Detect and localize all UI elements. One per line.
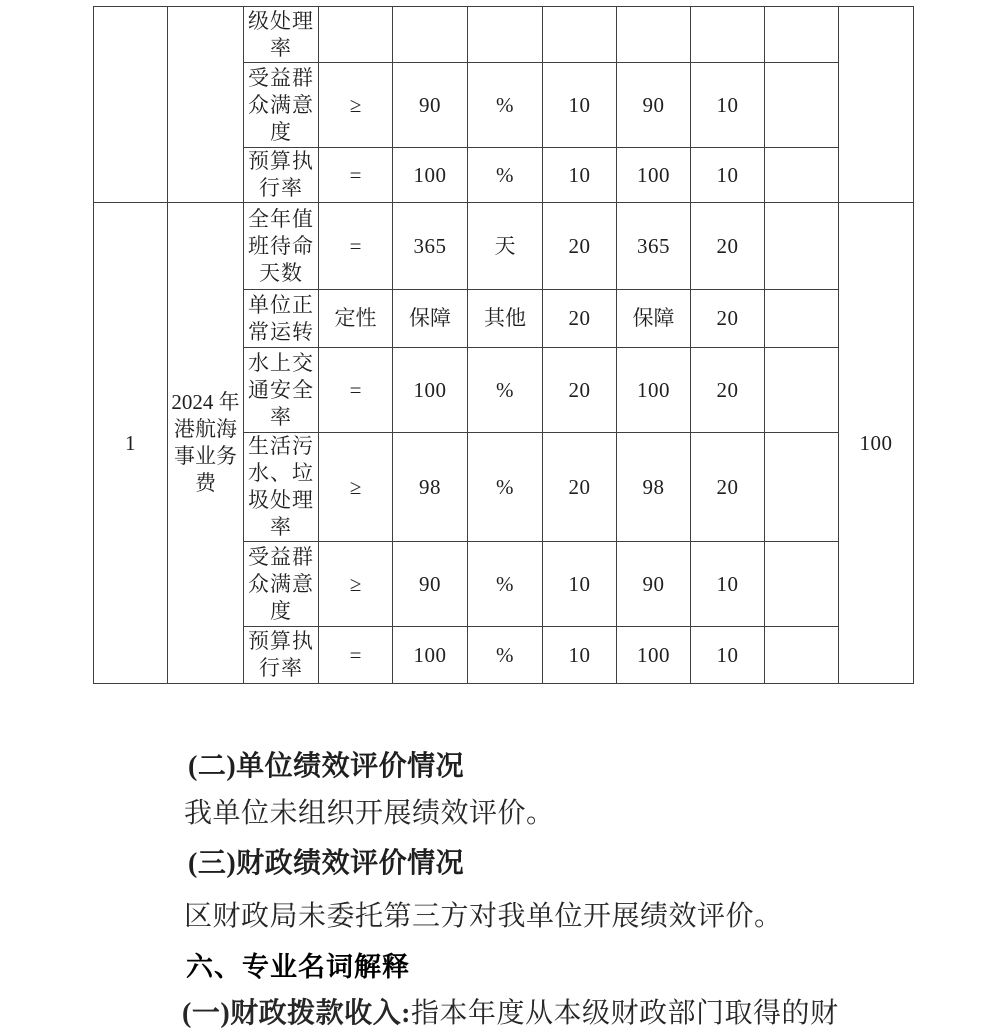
cell-actual: 100 (617, 148, 691, 203)
cell-target: 90 (393, 63, 468, 148)
cell-actual: 98 (617, 433, 691, 542)
cell-weight: 20 (543, 290, 617, 348)
cell-unit (468, 7, 543, 63)
cell-symbol: ≥ (319, 433, 393, 542)
cell-weight: 10 (543, 63, 617, 148)
cell-indicator: 受益群众满意度 (244, 63, 319, 148)
cell-deviation (765, 542, 839, 627)
cell-score (691, 7, 765, 63)
cell-indicator: 生活污水、垃圾处理率 (244, 433, 319, 542)
table-row (94, 7, 914, 63)
cell-indicator: 预算执行率 (244, 627, 319, 684)
cell-weight: 20 (543, 433, 617, 542)
cell-unit: % (468, 63, 543, 148)
cell-deviation (765, 348, 839, 433)
paragraph-unit-performance-evaluation: 我单位未组织开展绩效评价。 (184, 798, 555, 829)
paragraph-fiscal-performance-evaluation: 区财政局未委托第三方对我单位开展绩效评价。 (184, 901, 783, 932)
glossary-term-definition: 指本年度从本级财政部门取得的财 (410, 998, 839, 1029)
cell-deviation (765, 7, 839, 63)
cell-score: 10 (691, 148, 765, 203)
cell-target: 100 (393, 148, 468, 203)
cell-weight: 10 (543, 542, 617, 627)
cell-actual: 90 (617, 542, 691, 627)
heading-unit-performance-evaluation: (二)单位绩效评价情况 (188, 751, 465, 782)
cell-score: 20 (691, 348, 765, 433)
cell-deviation (765, 627, 839, 684)
cell-score: 20 (691, 203, 765, 290)
cell-indicator: 级处理率 (244, 7, 319, 63)
cell-symbol: 定性 (319, 290, 393, 348)
cell-score: 20 (691, 290, 765, 348)
cell-indicator: 受益群众满意度 (244, 542, 319, 627)
cell-unit: 其他 (468, 290, 543, 348)
cell-symbol: = (319, 203, 393, 290)
cell-row-no: 1 (94, 203, 168, 684)
cell-unit: % (468, 348, 543, 433)
cell-total-score: 100 (839, 203, 914, 684)
cell-weight: 20 (543, 348, 617, 433)
cell-symbol: = (319, 148, 393, 203)
cell-deviation (765, 63, 839, 148)
cell-indicator: 水上交通安全率 (244, 348, 319, 433)
cell-score: 10 (691, 63, 765, 148)
cell-unit: % (468, 148, 543, 203)
heading-glossary: 六、专业名词解释 (186, 952, 410, 982)
cell-symbol: ≥ (319, 542, 393, 627)
cell-unit: % (468, 627, 543, 684)
cell-weight: 10 (543, 627, 617, 684)
cell-weight: 10 (543, 148, 617, 203)
cell-score: 20 (691, 433, 765, 542)
cell-score: 10 (691, 627, 765, 684)
cell-deviation (765, 148, 839, 203)
cell-target: 保障 (393, 290, 468, 348)
cell-deviation (765, 433, 839, 542)
cell-project-prev (168, 7, 244, 203)
cell-indicator: 预算执行率 (244, 148, 319, 203)
cell-actual: 100 (617, 627, 691, 684)
cell-score: 10 (691, 542, 765, 627)
cell-unit: % (468, 433, 543, 542)
heading-fiscal-performance-evaluation: (三)财政绩效评价情况 (188, 848, 465, 879)
cell-symbol: ≥ (319, 63, 393, 148)
cell-symbol: = (319, 348, 393, 433)
cell-target: 365 (393, 203, 468, 290)
cell-actual: 365 (617, 203, 691, 290)
cell-actual: 100 (617, 348, 691, 433)
cell-actual: 保障 (617, 290, 691, 348)
cell-indicator: 全年值班待命天数 (244, 203, 319, 290)
cell-unit: % (468, 542, 543, 627)
cell-target: 90 (393, 542, 468, 627)
cell-weight: 20 (543, 203, 617, 290)
cell-total-prev (839, 7, 914, 203)
cell-project-name: 2024 年港航海事业务费 (168, 203, 244, 684)
cell-symbol: = (319, 627, 393, 684)
cell-indicator: 单位正常运转 (244, 290, 319, 348)
cell-actual (617, 7, 691, 63)
cell-target (393, 7, 468, 63)
cell-symbol (319, 7, 393, 63)
cell-row-no-prev (94, 7, 168, 203)
cell-weight (543, 7, 617, 63)
paragraph-glossary-term (182, 997, 839, 1031)
cell-deviation (765, 203, 839, 290)
performance-indicator-table (93, 6, 914, 684)
cell-target: 100 (393, 627, 468, 684)
cell-unit: 天 (468, 203, 543, 290)
glossary-term-title: (一)财政拨款收入: (182, 998, 411, 1029)
table-row (94, 203, 914, 290)
cell-target: 100 (393, 348, 468, 433)
cell-target: 98 (393, 433, 468, 542)
cell-actual: 90 (617, 63, 691, 148)
cell-deviation (765, 290, 839, 348)
